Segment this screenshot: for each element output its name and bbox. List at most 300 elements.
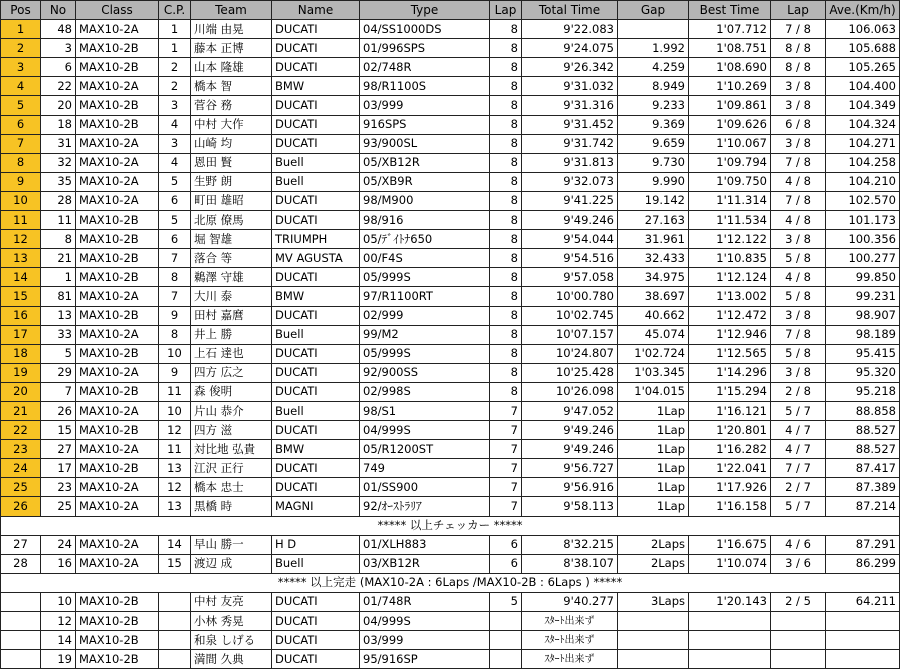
cell-cp: 12 [159, 478, 191, 497]
cell-team: 大川 泰 [191, 287, 272, 306]
cell-pos: 17 [1, 325, 41, 344]
cell-name: DUCATI [272, 592, 360, 611]
cell-team: 中村 大作 [191, 115, 272, 134]
cell-best-time: 1'12.124 [689, 268, 771, 287]
cell-no: 18 [41, 115, 76, 134]
header-cp: C.P. [159, 1, 191, 20]
cell-class: MAX10-2B [76, 631, 159, 650]
cell-cp [159, 650, 191, 669]
cell-team: 堀 智雄 [191, 230, 272, 249]
cell-cp: 15 [159, 554, 191, 573]
cell-gap: 31.961 [618, 230, 689, 249]
cell-best-time: 1'16.282 [689, 440, 771, 459]
cell-average-speed: 87.417 [826, 459, 900, 478]
cell-total-time: 9'49.246 [522, 421, 618, 440]
cell-gap [618, 650, 689, 669]
cell-best-lap [771, 612, 826, 631]
cell-gap: 1Lap [618, 459, 689, 478]
results-body [1, 20, 900, 669]
cell-lap: 8 [490, 249, 522, 268]
header-pos: Pos [1, 1, 41, 20]
header-type: Type [360, 1, 490, 20]
cell-team: 満間 久典 [191, 650, 272, 669]
cell-gap [618, 612, 689, 631]
cell-average-speed: 88.527 [826, 421, 900, 440]
cell-average-speed: 99.231 [826, 287, 900, 306]
cell-total-time: 9'31.032 [522, 77, 618, 96]
cell-total-time: 8'38.107 [522, 554, 618, 573]
cell-average-speed: 104.400 [826, 77, 900, 96]
cell-no: 12 [41, 612, 76, 631]
cell-gap: 19.142 [618, 191, 689, 210]
cell-type: 98/916 [360, 211, 490, 230]
cell-name: DUCATI [272, 306, 360, 325]
cell-team: 藤本 正博 [191, 39, 272, 58]
cell-gap: 1Lap [618, 401, 689, 420]
cell-cp [159, 631, 191, 650]
cell-total-time: 10'07.157 [522, 325, 618, 344]
cell-class: MAX10-2A [76, 325, 159, 344]
cell-name: MV AGUSTA [272, 249, 360, 268]
header-lap: Lap [490, 1, 522, 20]
table-row [1, 382, 900, 401]
cell-total-time: 9'56.916 [522, 478, 618, 497]
cell-total-time: ｽﾀｰﾄ出来ず [522, 631, 618, 650]
cell-lap: 8 [490, 287, 522, 306]
cell-gap: 1Lap [618, 478, 689, 497]
header-no: No [41, 1, 76, 20]
cell-best-time: 1'17.926 [689, 478, 771, 497]
cell-average-speed [826, 631, 900, 650]
table-row [1, 459, 900, 478]
table-row [1, 401, 900, 420]
cell-lap: 8 [490, 115, 522, 134]
cell-total-time: 9'41.225 [522, 191, 618, 210]
cell-lap: 7 [490, 421, 522, 440]
cell-class: MAX10-2B [76, 115, 159, 134]
cell-average-speed: 86.299 [826, 554, 900, 573]
cell-best-time: 1'12.472 [689, 306, 771, 325]
cell-no: 8 [41, 230, 76, 249]
cell-best-lap: 8 / 8 [771, 58, 826, 77]
cell-no: 17 [41, 459, 76, 478]
cell-team: 片山 恭介 [191, 401, 272, 420]
cell-class: MAX10-2A [76, 401, 159, 420]
cell-type: 01/996SPS [360, 39, 490, 58]
cell-type: 98/M900 [360, 191, 490, 210]
cell-cp: 1 [159, 39, 191, 58]
cell-best-time [689, 631, 771, 650]
cell-total-time: 10'24.807 [522, 344, 618, 363]
cell-lap: 8 [490, 363, 522, 382]
cell-type: 03/999 [360, 631, 490, 650]
cell-name: DUCATI [272, 115, 360, 134]
cell-class: MAX10-2B [76, 39, 159, 58]
cell-name: H D [272, 535, 360, 554]
cell-type: 02/998S [360, 382, 490, 401]
cell-total-time: 9'56.727 [522, 459, 618, 478]
cell-average-speed: 100.356 [826, 230, 900, 249]
cell-best-time: 1'11.534 [689, 211, 771, 230]
cell-best-time: 1'09.861 [689, 96, 771, 115]
cell-team: 四方 広之 [191, 363, 272, 382]
cell-name: Buell [272, 172, 360, 191]
cell-cp [159, 592, 191, 611]
cell-name: DUCATI [272, 20, 360, 39]
cell-gap: 1.992 [618, 39, 689, 58]
cell-lap: 8 [490, 306, 522, 325]
cell-best-time: 1'12.946 [689, 325, 771, 344]
cell-best-time: 1'08.690 [689, 58, 771, 77]
table-row [1, 20, 900, 39]
cell-average-speed: 105.265 [826, 58, 900, 77]
cell-pos: 11 [1, 211, 41, 230]
table-row [1, 478, 900, 497]
cell-class: MAX10-2A [76, 287, 159, 306]
cell-gap: 1Lap [618, 440, 689, 459]
cell-type: 99/M2 [360, 325, 490, 344]
table-row [1, 287, 900, 306]
cell-best-time [689, 650, 771, 669]
cell-cp: 11 [159, 382, 191, 401]
table-row [1, 249, 900, 268]
header-best-time: Best Time [689, 1, 771, 20]
cell-type: 05/999S [360, 268, 490, 287]
cell-pos: 12 [1, 230, 41, 249]
cell-best-time: 1'12.122 [689, 230, 771, 249]
cell-lap: 8 [490, 268, 522, 287]
cell-gap: 3Laps [618, 592, 689, 611]
cell-best-lap: 3 / 6 [771, 554, 826, 573]
cell-best-time [689, 612, 771, 631]
cell-cp: 5 [159, 211, 191, 230]
cell-best-lap: 5 / 8 [771, 287, 826, 306]
cell-best-time: 1'10.067 [689, 134, 771, 153]
cell-name: Buell [272, 153, 360, 172]
cell-type: 749 [360, 459, 490, 478]
cell-lap: 8 [490, 230, 522, 249]
cell-type: 98/S1 [360, 401, 490, 420]
cell-best-lap: 6 / 8 [771, 115, 826, 134]
cell-name: DUCATI [272, 363, 360, 382]
cell-average-speed: 87.291 [826, 535, 900, 554]
cell-type: 916SPS [360, 115, 490, 134]
cell-class: MAX10-2B [76, 230, 159, 249]
table-row [1, 421, 900, 440]
cell-cp: 6 [159, 191, 191, 210]
cell-team: 江沢 正行 [191, 459, 272, 478]
cell-best-lap [771, 650, 826, 669]
cell-best-lap: 4 / 7 [771, 440, 826, 459]
cell-class: MAX10-2B [76, 459, 159, 478]
cell-best-time: 1'11.314 [689, 191, 771, 210]
table-row [1, 325, 900, 344]
cell-average-speed: 95.320 [826, 363, 900, 382]
cell-no: 31 [41, 134, 76, 153]
cell-name: TRIUMPH [272, 230, 360, 249]
cell-gap: 1Lap [618, 421, 689, 440]
cell-gap: 40.662 [618, 306, 689, 325]
cell-total-time: 9'58.113 [522, 497, 618, 516]
cell-best-time: 1'12.565 [689, 344, 771, 363]
cell-best-time: 1'16.121 [689, 401, 771, 420]
cell-name: DUCATI [272, 39, 360, 58]
cell-average-speed: 88.858 [826, 401, 900, 420]
cell-pos: 14 [1, 268, 41, 287]
cell-name: Buell [272, 325, 360, 344]
cell-pos: 16 [1, 306, 41, 325]
cell-gap: 34.975 [618, 268, 689, 287]
cell-total-time: 10'00.780 [522, 287, 618, 306]
cell-average-speed: 104.258 [826, 153, 900, 172]
cell-cp: 7 [159, 287, 191, 306]
cell-team: 田村 嘉麿 [191, 306, 272, 325]
table-row [1, 211, 900, 230]
cell-lap [490, 631, 522, 650]
cell-best-lap: 4 / 8 [771, 172, 826, 191]
cell-class: MAX10-2B [76, 650, 159, 669]
cell-pos: 20 [1, 382, 41, 401]
cell-name: DUCATI [272, 191, 360, 210]
cell-class: MAX10-2A [76, 20, 159, 39]
header-total-time: Total Time [522, 1, 618, 20]
cell-type: 03/999 [360, 96, 490, 115]
cell-average-speed: 100.277 [826, 249, 900, 268]
cell-total-time: ｽﾀｰﾄ出来ず [522, 612, 618, 631]
cell-class: MAX10-2A [76, 497, 159, 516]
table-row [1, 440, 900, 459]
cell-lap [490, 612, 522, 631]
cell-name: DUCATI [272, 268, 360, 287]
cell-pos: 2 [1, 39, 41, 58]
cell-best-lap: 2 / 8 [771, 382, 826, 401]
cell-class: MAX10-2A [76, 440, 159, 459]
checker-note-row [1, 516, 900, 535]
cell-total-time: 9'54.516 [522, 249, 618, 268]
cell-gap: 9.233 [618, 96, 689, 115]
cell-lap: 8 [490, 96, 522, 115]
cell-best-time: 1'10.835 [689, 249, 771, 268]
cell-gap: 1'03.345 [618, 363, 689, 382]
cell-name: BMW [272, 77, 360, 96]
cell-no: 25 [41, 497, 76, 516]
cell-type: 01/748R [360, 592, 490, 611]
cell-best-time: 1'14.296 [689, 363, 771, 382]
table-row [1, 191, 900, 210]
cell-best-lap: 3 / 8 [771, 96, 826, 115]
cell-average-speed: 101.173 [826, 211, 900, 230]
cell-lap: 8 [490, 191, 522, 210]
cell-cp: 1 [159, 20, 191, 39]
cell-average-speed: 87.214 [826, 497, 900, 516]
table-row [1, 230, 900, 249]
cell-cp: 4 [159, 115, 191, 134]
cell-average-speed: 88.527 [826, 440, 900, 459]
cell-cp: 5 [159, 172, 191, 191]
cell-team: 早山 勝一 [191, 535, 272, 554]
cell-gap: 1'02.724 [618, 344, 689, 363]
cell-class: MAX10-2B [76, 58, 159, 77]
cell-name: BMW [272, 440, 360, 459]
cell-pos: 27 [1, 535, 41, 554]
cell-best-lap: 4 / 7 [771, 421, 826, 440]
cell-best-time: 1'16.158 [689, 497, 771, 516]
cell-class: MAX10-2A [76, 153, 159, 172]
header-team: Team [191, 1, 272, 20]
cell-type: 05/ﾃﾞｲﾄﾅ650 [360, 230, 490, 249]
cell-pos [1, 650, 41, 669]
cell-no: 35 [41, 172, 76, 191]
cell-pos: 18 [1, 344, 41, 363]
cell-average-speed: 87.389 [826, 478, 900, 497]
cell-name: DUCATI [272, 344, 360, 363]
cell-gap: 4.259 [618, 58, 689, 77]
cell-total-time: 9'22.083 [522, 20, 618, 39]
cell-cp [159, 612, 191, 631]
cell-cp: 6 [159, 230, 191, 249]
cell-team: 山本 隆雄 [191, 58, 272, 77]
cell-type: 01/XLH883 [360, 535, 490, 554]
cell-best-lap: 4 / 8 [771, 211, 826, 230]
cell-total-time: 9'47.052 [522, 401, 618, 420]
cell-total-time: 9'26.342 [522, 58, 618, 77]
cell-best-time: 1'22.041 [689, 459, 771, 478]
cell-best-lap: 3 / 8 [771, 363, 826, 382]
cell-no: 10 [41, 592, 76, 611]
cell-class: MAX10-2B [76, 592, 159, 611]
cell-team: 橋本 忠士 [191, 478, 272, 497]
cell-cp: 7 [159, 249, 191, 268]
cell-cp: 14 [159, 535, 191, 554]
cell-name: Buell [272, 401, 360, 420]
cell-pos: 15 [1, 287, 41, 306]
cell-class: MAX10-2A [76, 363, 159, 382]
cell-best-time: 1'10.269 [689, 77, 771, 96]
cell-type: 05/999S [360, 344, 490, 363]
cell-gap [618, 631, 689, 650]
cell-pos [1, 592, 41, 611]
cell-lap: 8 [490, 20, 522, 39]
cell-type: 00/F4S [360, 249, 490, 268]
cell-pos: 7 [1, 134, 41, 153]
cell-type: 05/XB9R [360, 172, 490, 191]
cell-name: DUCATI [272, 211, 360, 230]
table-row [1, 306, 900, 325]
cell-best-lap: 2 / 5 [771, 592, 826, 611]
cell-total-time: 9'24.075 [522, 39, 618, 58]
cell-team: 和泉 しげる [191, 631, 272, 650]
cell-lap: 8 [490, 172, 522, 191]
cell-gap: 32.433 [618, 249, 689, 268]
cell-pos: 24 [1, 459, 41, 478]
cell-no: 15 [41, 421, 76, 440]
cell-name: DUCATI [272, 421, 360, 440]
cell-average-speed: 102.570 [826, 191, 900, 210]
cell-lap: 7 [490, 440, 522, 459]
table-row [1, 554, 900, 573]
cell-best-time: 1'20.801 [689, 421, 771, 440]
cell-lap: 5 [490, 592, 522, 611]
cell-gap: 9.730 [618, 153, 689, 172]
cell-best-lap: 3 / 8 [771, 306, 826, 325]
cell-gap: 2Laps [618, 535, 689, 554]
cell-gap: 27.163 [618, 211, 689, 230]
cell-class: MAX10-2A [76, 191, 159, 210]
cell-gap: 38.697 [618, 287, 689, 306]
cell-average-speed: 106.063 [826, 20, 900, 39]
cell-average-speed: 95.218 [826, 382, 900, 401]
cell-cp: 8 [159, 325, 191, 344]
cell-lap: 7 [490, 459, 522, 478]
cell-no: 6 [41, 58, 76, 77]
cell-total-time: 10'02.745 [522, 306, 618, 325]
cell-total-time: 9'49.246 [522, 440, 618, 459]
cell-cp: 4 [159, 153, 191, 172]
cell-cp: 3 [159, 134, 191, 153]
cell-cp: 11 [159, 440, 191, 459]
cell-best-lap: 8 / 8 [771, 39, 826, 58]
table-row [1, 612, 900, 631]
cell-pos: 28 [1, 554, 41, 573]
cell-class: MAX10-2B [76, 421, 159, 440]
cell-name: DUCATI [272, 650, 360, 669]
header-best-lap: Lap [771, 1, 826, 20]
cell-cp: 2 [159, 77, 191, 96]
cell-average-speed: 95.415 [826, 344, 900, 363]
cell-average-speed: 98.907 [826, 306, 900, 325]
cell-total-time: 8'32.215 [522, 535, 618, 554]
cell-pos: 26 [1, 497, 41, 516]
cell-type: 05/R1200ST [360, 440, 490, 459]
cell-type: 03/XB12R [360, 554, 490, 573]
cell-cp: 9 [159, 363, 191, 382]
table-row [1, 363, 900, 382]
cell-team: 鵜澤 守雄 [191, 268, 272, 287]
cell-team: 橋本 智 [191, 77, 272, 96]
cell-lap: 8 [490, 77, 522, 96]
table-row [1, 497, 900, 516]
cell-name: DUCATI [272, 58, 360, 77]
cell-class: MAX10-2B [76, 344, 159, 363]
header-row [1, 1, 900, 20]
cell-total-time: 9'40.277 [522, 592, 618, 611]
cell-lap: 6 [490, 554, 522, 573]
cell-class: MAX10-2A [76, 134, 159, 153]
cell-no: 32 [41, 153, 76, 172]
cell-cp: 12 [159, 421, 191, 440]
cell-team: 渡辺 成 [191, 554, 272, 573]
cell-name: DUCATI [272, 631, 360, 650]
cell-class: MAX10-2B [76, 211, 159, 230]
cell-average-speed: 99.850 [826, 268, 900, 287]
cell-pos: 9 [1, 172, 41, 191]
cell-lap [490, 650, 522, 669]
cell-class: MAX10-2B [76, 612, 159, 631]
cell-team: 菅谷 務 [191, 96, 272, 115]
cell-class: MAX10-2B [76, 382, 159, 401]
cell-best-lap [771, 631, 826, 650]
cell-type: 95/916SP [360, 650, 490, 669]
cell-pos: 21 [1, 401, 41, 420]
cell-team: 四方 滋 [191, 421, 272, 440]
cell-pos: 19 [1, 363, 41, 382]
cell-type: 92/ｵｰｽﾄﾗﾘｱ [360, 497, 490, 516]
cell-pos: 22 [1, 421, 41, 440]
cell-no: 1 [41, 268, 76, 287]
cell-pos: 23 [1, 440, 41, 459]
cell-pos: 3 [1, 58, 41, 77]
cell-no: 27 [41, 440, 76, 459]
